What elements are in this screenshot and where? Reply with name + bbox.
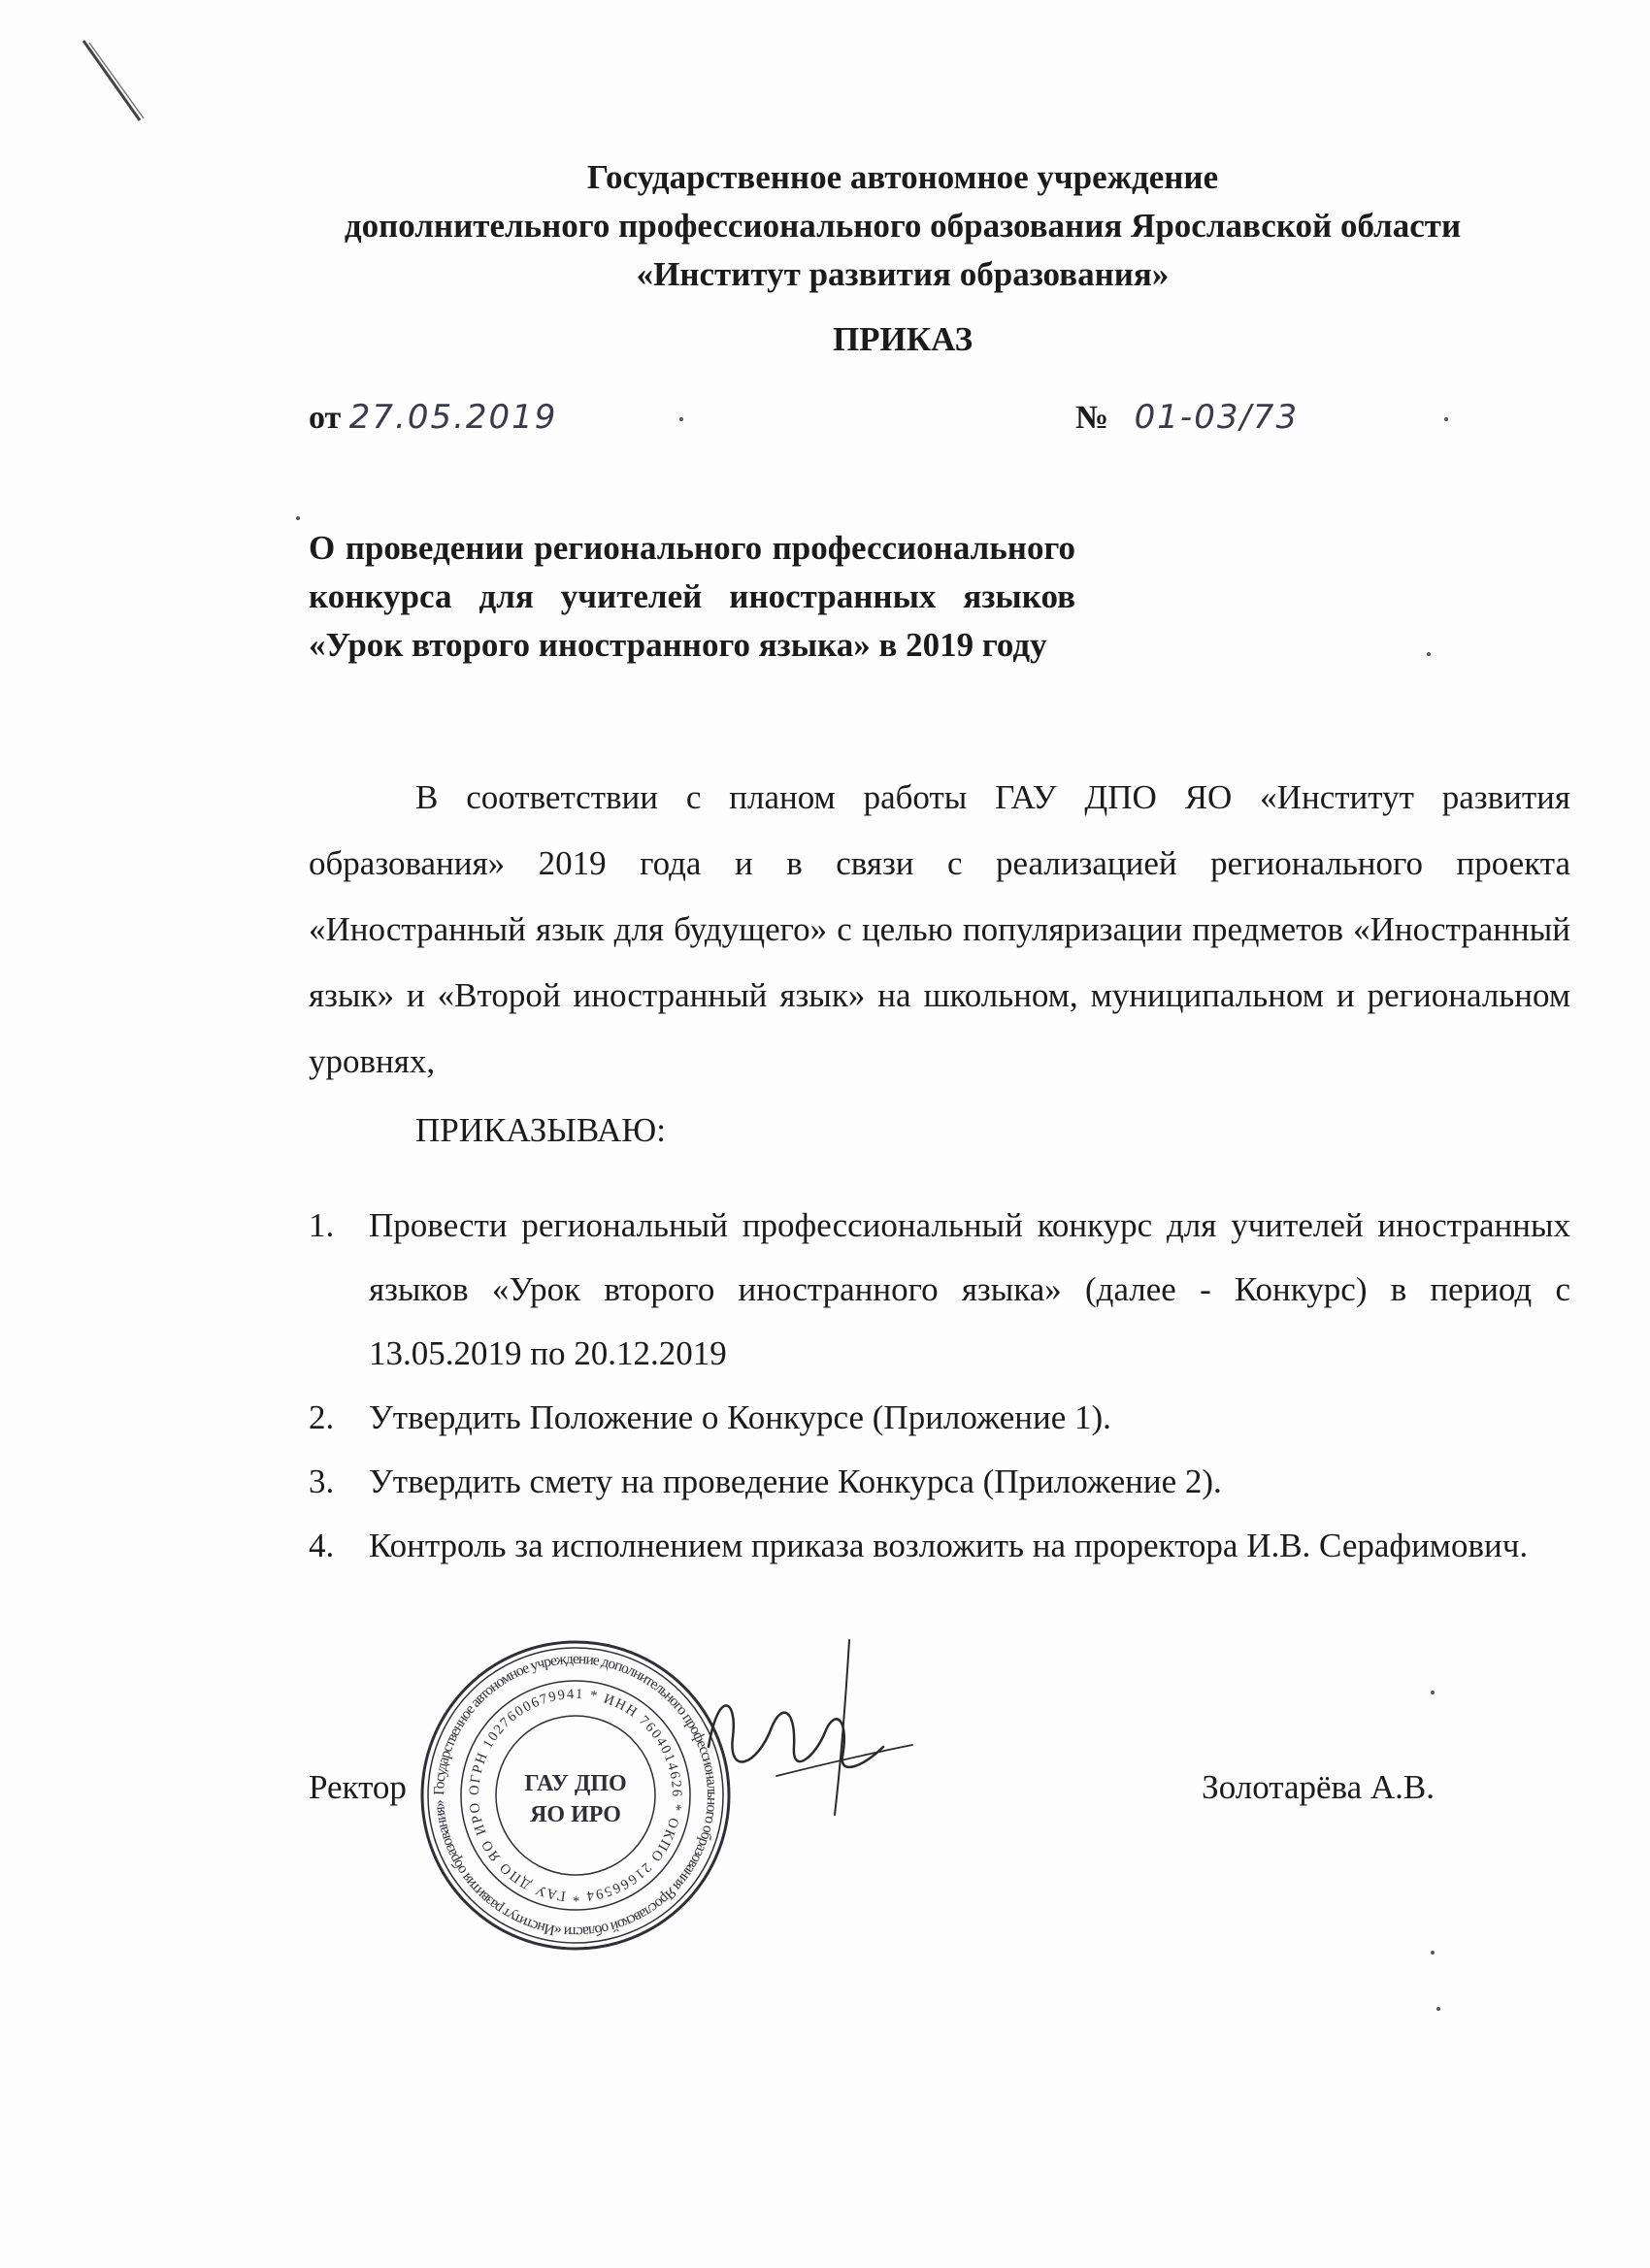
scan-corner-mark: [80, 37, 148, 126]
scan-speck: [1444, 417, 1448, 421]
scan-speck: [1431, 1691, 1435, 1694]
document-title: ПРИКАЗ: [832, 320, 974, 358]
scan-speck: [1431, 1951, 1435, 1955]
institution-header: [223, 153, 1582, 299]
stamp-center-line-1: ГАУ ДПО: [524, 1771, 627, 1796]
signer-name: Золотарёва А.В.: [1202, 1768, 1435, 1806]
handwritten-signature: [679, 1630, 932, 1824]
item-text: Контроль за исполнением приказа возложить на проректора И.В. Серафимович.: [369, 1527, 1529, 1564]
header-line-2: дополнительного профессионального образования Ярославской области: [344, 207, 1462, 245]
scan-speck: [1436, 2007, 1440, 2011]
number-prefix: №: [1075, 400, 1109, 436]
signer-role: Ректор: [309, 1768, 407, 1806]
item-text: Провести региональный профессиональный конкурс для учителей иностранных языков «Урок второго иностранного языка» (далее - Конкурс) в период с 13.05.2019 по 20.12.2019: [369, 1206, 1570, 1372]
order-date: [309, 398, 557, 437]
header-line-3: «Институт развития образования»: [636, 255, 1170, 293]
list-item: [309, 1386, 1570, 1450]
item-text: Утвердить смету на проведение Конкурса (Приложение 2).: [369, 1463, 1222, 1500]
item-text: Утвердить Положение о Конкурсе (Приложение 1).: [369, 1398, 1111, 1436]
number-handwritten: 01-03/73: [1134, 398, 1300, 437]
list-item: [309, 1450, 1570, 1514]
scan-speck: [679, 417, 683, 421]
stamp-center-line-2: ЯО ИРО: [530, 1802, 621, 1827]
order-directive: ПРИКАЗЫВАЮ:: [415, 1111, 666, 1149]
order-number: [1075, 398, 1299, 437]
item-index: 3.: [309, 1463, 335, 1500]
order-items-list: [309, 1194, 1570, 1578]
date-handwritten: 27.05.2019: [348, 398, 558, 437]
item-index: 4.: [309, 1527, 335, 1564]
item-index: 1.: [309, 1206, 335, 1244]
stamp-outer-text: Государственное автономное учреждение дополнительного профессионального образования Ярославской области «Институт развития образования»: [430, 1650, 721, 1941]
date-prefix: от: [309, 400, 342, 436]
stamp-inner-text: ОГРН 1027600679941 * ИНН 7604014626 * ОКПО 21666594 * ГАУ ДПО ЯО ИРО: [466, 1686, 685, 1905]
header-line-1: Государственное автономное учреждение: [586, 158, 1219, 196]
order-subject: О проведении регионального профессионального конкурса для учителей иностранных языков «Урок второго иностранного языка» в 2019 году: [309, 529, 1075, 664]
list-item: [309, 1194, 1570, 1386]
scan-speck: [296, 516, 300, 520]
scan-speck: [1427, 652, 1431, 656]
item-index: 2.: [309, 1398, 335, 1436]
list-item: [309, 1514, 1570, 1578]
order-preamble: В соответствии с планом работы ГАУ ДПО ЯО «Институт развития образования» 2019 года и в связи с реализацией регионального проекта «Иностранный язык для будущего» с целью популяризации предметов «Иностранный язык» и «Второй иностранный язык» на школьном, муниципальном и региональном уровнях,: [309, 778, 1570, 1080]
